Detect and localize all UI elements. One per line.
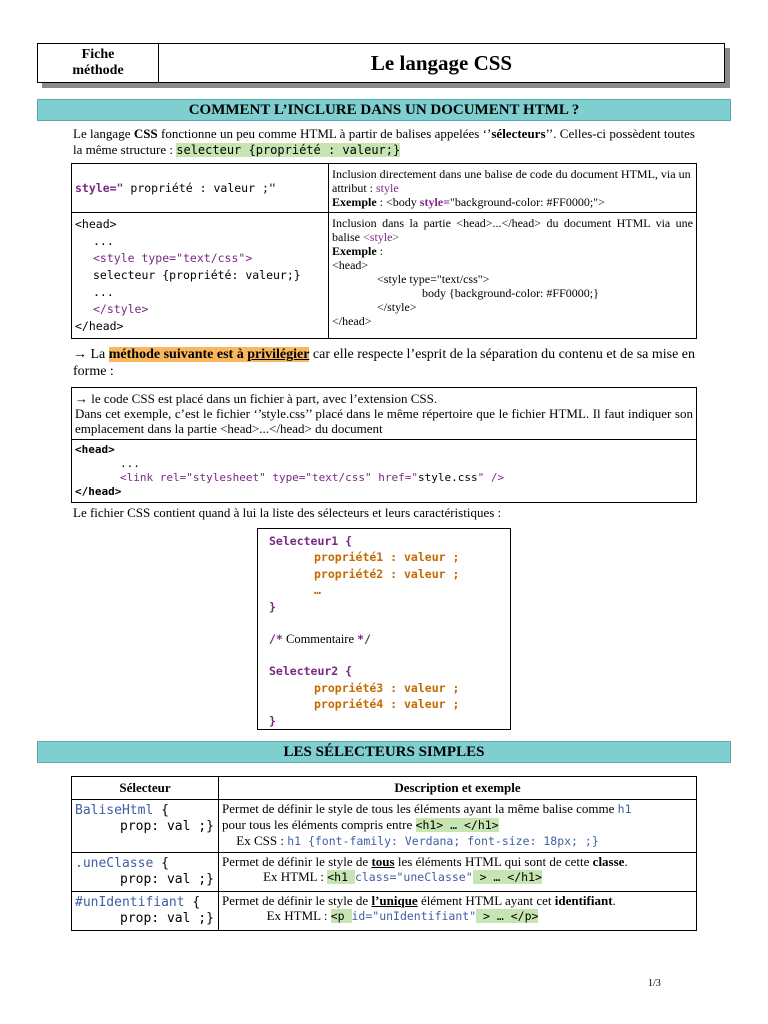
comment-text: Commentaire [282, 632, 358, 647]
head-desc-tag: <style> [363, 230, 400, 244]
section-title-inclusion: COMMENT L’INCLURE DANS UN DOCUMENT HTML ? [37, 99, 731, 121]
selectors-table [71, 776, 697, 931]
selector-prop: prop: val ;} [120, 819, 214, 834]
selector-1: Selecteur1 { [269, 534, 353, 548]
ex-line: <style type="text/css"> [377, 272, 490, 286]
ex-code-a: <p [330, 909, 352, 923]
property-1: propriété1 : valeur ; [314, 550, 460, 565]
desc-text: Permet de définir le style de [222, 854, 372, 869]
method-highlight [109, 347, 310, 362]
code-line: selecteur {propriété: valeur;} [93, 268, 301, 282]
ex-line: </head> [332, 314, 372, 328]
selector-name: .uneClasse [75, 856, 154, 871]
desc-end: . [624, 854, 628, 869]
ex-line: <head> [332, 258, 369, 272]
selector-name: #unIdentifiant [75, 895, 185, 910]
code-line: ... [93, 234, 114, 248]
table-row [72, 853, 697, 892]
page-number: 1/3 [648, 978, 661, 989]
methode-label: méthode [72, 63, 124, 78]
code-line: </head> [75, 485, 122, 498]
code-style-attr: style=" [75, 181, 124, 195]
col-header-description: Description et exemple [219, 777, 697, 800]
selector-prop: prop: val ;} [120, 911, 214, 926]
method-privilegier: privilégier [247, 347, 310, 362]
desc-end: . [612, 893, 616, 908]
close-brace-2: } [269, 713, 276, 728]
ex-line: body {background-color: #FF0000;} [422, 286, 599, 300]
css-file-note: Le fichier CSS contient quand à lui la liste des sélecteurs et leurs caractéristiques : [73, 505, 502, 520]
intro-text-2: fonctionne un peu comme HTML à partir de balises appelées ‘’ [157, 126, 492, 141]
selector-brace: { [184, 895, 201, 910]
desc-code: h1 [617, 802, 632, 816]
inclusion-table [71, 163, 697, 339]
desc-bold: classe [592, 854, 625, 869]
exemple-label: Exemple [332, 195, 377, 209]
property-4: propriété4 : valeur ; [314, 697, 460, 712]
inline-code-cell [72, 164, 329, 213]
close-brace-1: } [269, 599, 276, 614]
ex-code: h1 {font-family: Verdana; font-size: 18px; ;} [287, 834, 599, 848]
fiche-label: Fiche [81, 47, 115, 62]
selector-cell [72, 853, 219, 892]
desc-text-2: pour tous les éléments compris entre [222, 817, 416, 832]
selector-cell [72, 800, 219, 853]
ex-colon: : [376, 244, 384, 258]
desc-code-2: <h1> … </h1> [415, 818, 499, 832]
ex-line: </style> [377, 300, 417, 314]
desc-mid: les éléments HTML qui sont de cette [394, 854, 593, 869]
method-hl-text: méthode suivante est à [108, 347, 248, 362]
desc-underline: tous [371, 854, 395, 869]
css-file-code-box [257, 528, 511, 730]
link-code-c: " /> [477, 471, 505, 484]
table-row [72, 892, 697, 931]
code-line: <style type="text/css"> [93, 251, 253, 265]
description-cell [219, 892, 697, 931]
intro-text-1: Le langage [73, 126, 134, 141]
code-line: ... [120, 457, 140, 470]
selector-name: BaliseHtml [75, 803, 154, 818]
ex-code-c: > … </h1> [472, 870, 542, 884]
desc-mid: élément HTML ayant cet [417, 893, 555, 908]
code-quote: " [268, 181, 276, 195]
property-3: propriété3 : valeur ; [314, 680, 460, 695]
ex-label: Ex HTML : [263, 869, 328, 884]
comment-close: */ [357, 632, 372, 647]
ex-style: style= [419, 195, 450, 209]
fiche-methode-label [38, 44, 159, 82]
link-code-cell [72, 440, 697, 503]
link-code-a: <link rel="stylesheet" type="text/css" href=" [120, 471, 419, 484]
code-line: ... [93, 285, 114, 299]
ex-code-a: <h1 [327, 870, 355, 884]
property-dots: … [314, 583, 321, 598]
property-2: propriété2 : valeur ; [314, 566, 460, 581]
method-note [73, 346, 697, 380]
intro-code: selecteur {propriété : valeur;} [176, 143, 401, 157]
selector-brace: { [153, 856, 169, 871]
external-desc-cell [72, 388, 697, 440]
description-cell [219, 853, 697, 892]
arrow-text: → La [73, 347, 109, 362]
external-css-box [71, 387, 697, 503]
selector-2: Selecteur2 { [269, 664, 353, 679]
comment-open: /* [269, 632, 283, 647]
method-rest: car elle respecte l’esprit de la séparation du contenu et de sa mise en forme : [73, 347, 696, 379]
link-code-b: style.css [418, 471, 478, 484]
code-line: <head> [75, 217, 117, 231]
inline-desc: Inclusion directement dans une balise de code du document HTML, via un attribut : [332, 167, 691, 195]
table-row [72, 213, 697, 339]
ex-code-b: id="unIdentifiant" [351, 909, 477, 923]
table-row [72, 388, 697, 440]
col-header-selector: Sélecteur [72, 777, 219, 800]
selector-brace: { [153, 803, 169, 818]
inline-desc-cell [329, 164, 697, 213]
external-line-2: Dans cet exemple, c’est le fichier ‘’style.css’’ placé dans le même répertoire que le fichier HTML. Il faut indiquer son emplacement dans la partie <head>...</head> du document [75, 406, 693, 436]
desc-underline: l’unique [371, 893, 418, 908]
desc-text: Permet de définir le style de [222, 893, 372, 908]
code-line: </style> [93, 302, 149, 316]
ex-code-b: class="uneClasse" [354, 870, 473, 884]
intro-text-3: ’’. Celles-ci possèdent toutes la même structure : [73, 126, 695, 157]
table-header-row [72, 777, 697, 800]
ex-code-c: > … </p> [476, 909, 539, 923]
head-desc: Inclusion dans la partie <head>...</head> du document HTML via une balise [332, 216, 693, 244]
selector-cell [72, 892, 219, 931]
ex-label: Ex CSS : [236, 833, 288, 848]
ex-label: Ex HTML : [266, 908, 331, 923]
desc-bold: identifiant [554, 893, 613, 908]
intro-paragraph [73, 126, 695, 158]
table-row [72, 440, 697, 503]
page-title: Le langage CSS [370, 50, 513, 75]
desc-text: Permet de définir le style de tous les éléments ayant la même balise comme [222, 801, 618, 816]
head-desc-cell [329, 213, 697, 339]
document-header [37, 43, 725, 83]
code-line: <head> [75, 443, 115, 456]
intro-css: CSS [133, 126, 158, 141]
intro-selecteurs: sélecteurs [491, 126, 546, 141]
section-title-selectors: LES SÉLECTEURS SIMPLES [37, 741, 731, 763]
exemple-label: Exemple [332, 244, 377, 258]
selector-prop: prop: val ;} [120, 872, 214, 887]
ex-part-b: "background-color: #FF0000;"> [449, 195, 605, 209]
external-line-1: → le code CSS est placé dans un fichier à part, avec l’extension CSS. [75, 391, 438, 406]
description-cell [219, 800, 697, 853]
table-row [72, 164, 697, 213]
ex-part-a: : <body [376, 195, 420, 209]
table-row [72, 800, 697, 853]
head-code-cell [72, 213, 329, 339]
code-line: </head> [75, 319, 124, 333]
code-prop: propriété : valeur ; [123, 181, 269, 195]
inline-desc-attr: style [376, 181, 399, 195]
